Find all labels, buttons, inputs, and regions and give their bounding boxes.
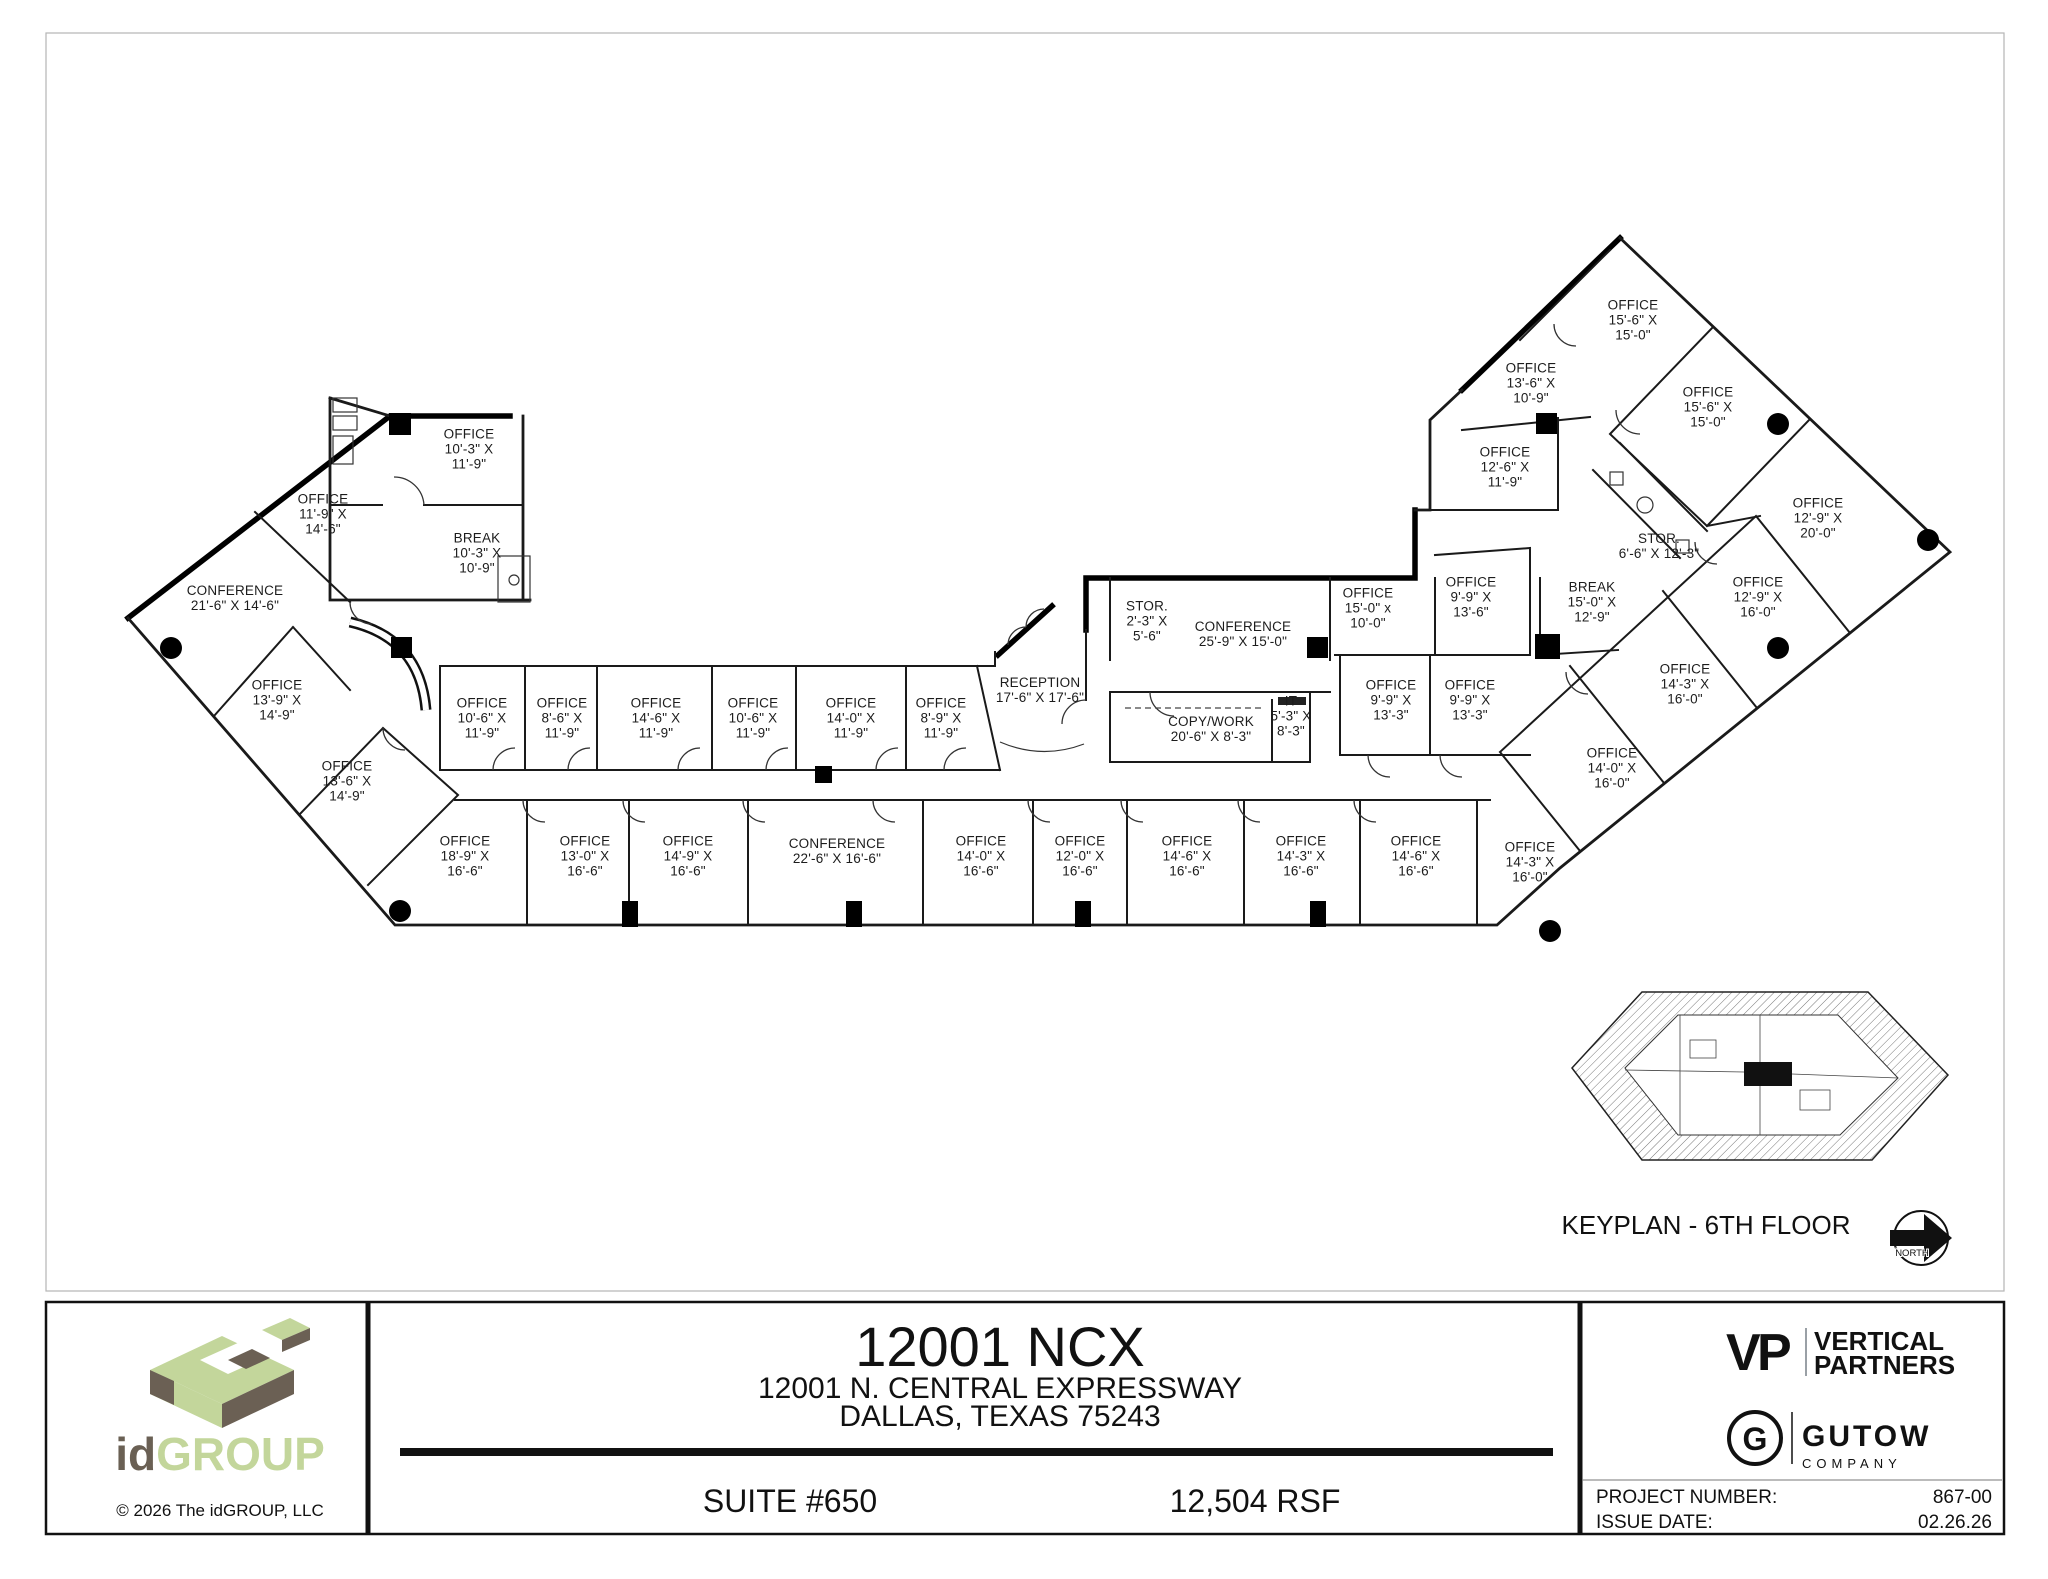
room-label: OFFICE 9'-9" X 13'-3" bbox=[1444, 677, 1496, 723]
perimeter-wall bbox=[128, 238, 1950, 925]
issue-date-value: 02.26.26 bbox=[1918, 1512, 1992, 1533]
room-label: STOR. 2'-3" X 5'-6" bbox=[1125, 598, 1169, 644]
title-rule bbox=[400, 1448, 1553, 1456]
room-label: OFFICE 14'-0" X 16'-0" bbox=[1586, 745, 1638, 791]
vertical-label: VERTICAL bbox=[1814, 1326, 1944, 1356]
keyplan-label: KEYPLAN - 6TH FLOOR bbox=[1561, 1210, 1851, 1240]
room-label: OFFICE 18'-9" X 16'-6" bbox=[439, 833, 491, 879]
room-label: OFFICE 15'-6" X 15'-0" bbox=[1607, 297, 1659, 343]
idgroup-wordmark: idGROUP bbox=[115, 1428, 325, 1480]
room-label: OFFICE 13'-0" X 16'-6" bbox=[559, 833, 611, 879]
gutow-logo-icon bbox=[1729, 1412, 1931, 1471]
room-label: OFFICE 12'-6" X 11'-9" bbox=[1479, 444, 1531, 490]
address-line1: 12001 N. CENTRAL EXPRESSWAY bbox=[757, 1372, 1243, 1405]
room-label: OFFICE 14'-6" X 16'-6" bbox=[1161, 833, 1213, 879]
north-label: NORTH bbox=[1895, 1248, 1929, 1259]
room-label: OFFICE 14'-3" X 16'-0" bbox=[1504, 839, 1556, 885]
room-label: OFFICE 15'-6" X 15'-0" bbox=[1682, 384, 1734, 430]
keyplan-minimap bbox=[1572, 992, 1948, 1160]
room-label: CONFERENCE 25'-9" X 15'-0" bbox=[1194, 619, 1292, 649]
room-label: CONFERENCE 21'-6" X 14'-6" bbox=[186, 583, 284, 613]
room-label: OFFICE 14'-6" X 11'-9" bbox=[630, 695, 682, 741]
room-label: OFFICE 9'-9" X 13'-6" bbox=[1445, 574, 1497, 620]
project-number-value: 867-00 bbox=[1932, 1487, 1992, 1508]
suite-number: SUITE #650 bbox=[702, 1483, 878, 1519]
room-label: OFFICE 15'-0" x 10'-0" bbox=[1342, 585, 1394, 631]
copyright-text: © 2026 The idGROUP, LLC bbox=[116, 1501, 324, 1520]
room-label: OFFICE 12'-9" X 20'-0" bbox=[1792, 495, 1844, 541]
room-label: COPY/WORK 20'-6" X 8'-3" bbox=[1168, 714, 1254, 744]
project-number-label: PROJECT NUMBER: bbox=[1596, 1487, 1778, 1508]
room-label: OFFICE 8'-6" X 11'-9" bbox=[536, 695, 588, 741]
company-label: COMPANY bbox=[1802, 1456, 1902, 1471]
room-label: OFFICE 12'-9" X 16'-0" bbox=[1732, 574, 1784, 620]
svg-text:P: P bbox=[1757, 1324, 1792, 1382]
svg-text:V: V bbox=[1726, 1324, 1761, 1382]
svg-text:G: G bbox=[1742, 1421, 1768, 1457]
partners-label: PARTNERS bbox=[1814, 1350, 1956, 1380]
address-line2: DALLAS, TEXAS 75243 bbox=[839, 1400, 1161, 1433]
room-labels-layer bbox=[187, 298, 1844, 885]
room-label: OFFICE 12'-0" X 16'-6" bbox=[1054, 833, 1106, 879]
room-label: BREAK 15'-0" X 12'-9" bbox=[1567, 579, 1617, 625]
room-label: OFFICE 8'-9" X 11'-9" bbox=[915, 695, 967, 741]
room-label: CONFERENCE 22'-6" X 16'-6" bbox=[788, 836, 886, 866]
room-label: OFFICE 14'-3" X 16'-0" bbox=[1659, 661, 1711, 707]
room-label: OFFICE 13'-9" X 14'-9" bbox=[251, 677, 303, 723]
room-label: OFFICE 13'-6" X 14'-9" bbox=[321, 758, 373, 804]
heavy-wall bbox=[998, 606, 1052, 655]
plan-walls-layer bbox=[128, 238, 1950, 925]
room-label: IT 5'-3" X 8'-3" bbox=[1270, 693, 1312, 739]
issue-date-label: ISSUE DATE: bbox=[1596, 1512, 1713, 1533]
door-arcs-layer bbox=[350, 324, 1717, 822]
room-label: OFFICE 10'-3" X 11'-9" bbox=[443, 426, 495, 472]
room-label: OFFICE 10'-6" X 11'-9" bbox=[456, 695, 508, 741]
room-label: STOR. 6'-6" X 12'-3" bbox=[1618, 531, 1700, 561]
title-block bbox=[115, 1315, 2002, 1533]
vertical-partners-logo-icon bbox=[1726, 1324, 1955, 1382]
perimeter-wall bbox=[330, 398, 530, 600]
perimeter-wall bbox=[1415, 390, 1462, 510]
room-label: OFFICE 14'-0" X 11'-9" bbox=[825, 695, 877, 741]
suite-area: 12,504 RSF bbox=[1169, 1483, 1341, 1519]
building-title: 12001 NCX bbox=[855, 1315, 1145, 1378]
room-label: OFFICE 14'-9" X 16'-6" bbox=[662, 833, 714, 879]
room-label: OFFICE 10'-6" X 11'-9" bbox=[727, 695, 779, 741]
room-label: OFFICE 9'-9" X 13'-3" bbox=[1365, 677, 1417, 723]
room-label: OFFICE 13'-6" X 10'-9" bbox=[1505, 360, 1557, 406]
room-label: OFFICE 14'-0" X 16'-6" bbox=[955, 833, 1007, 879]
room-label: OFFICE 14'-6" X 16'-6" bbox=[1390, 833, 1442, 879]
room-label: BREAK 10'-3" X 10'-9" bbox=[452, 530, 502, 576]
room-label: RECEPTION 17'-6" X 17'-6" bbox=[995, 675, 1085, 705]
gutow-label: GUTOW bbox=[1802, 1420, 1932, 1453]
room-label: OFFICE 14'-3" X 16'-6" bbox=[1275, 833, 1327, 879]
north-arrow-icon bbox=[1890, 1211, 1952, 1265]
idgroup-logo-icon bbox=[150, 1318, 310, 1428]
room-label: OFFICE 11'-9" X 14'-6" bbox=[297, 491, 349, 537]
